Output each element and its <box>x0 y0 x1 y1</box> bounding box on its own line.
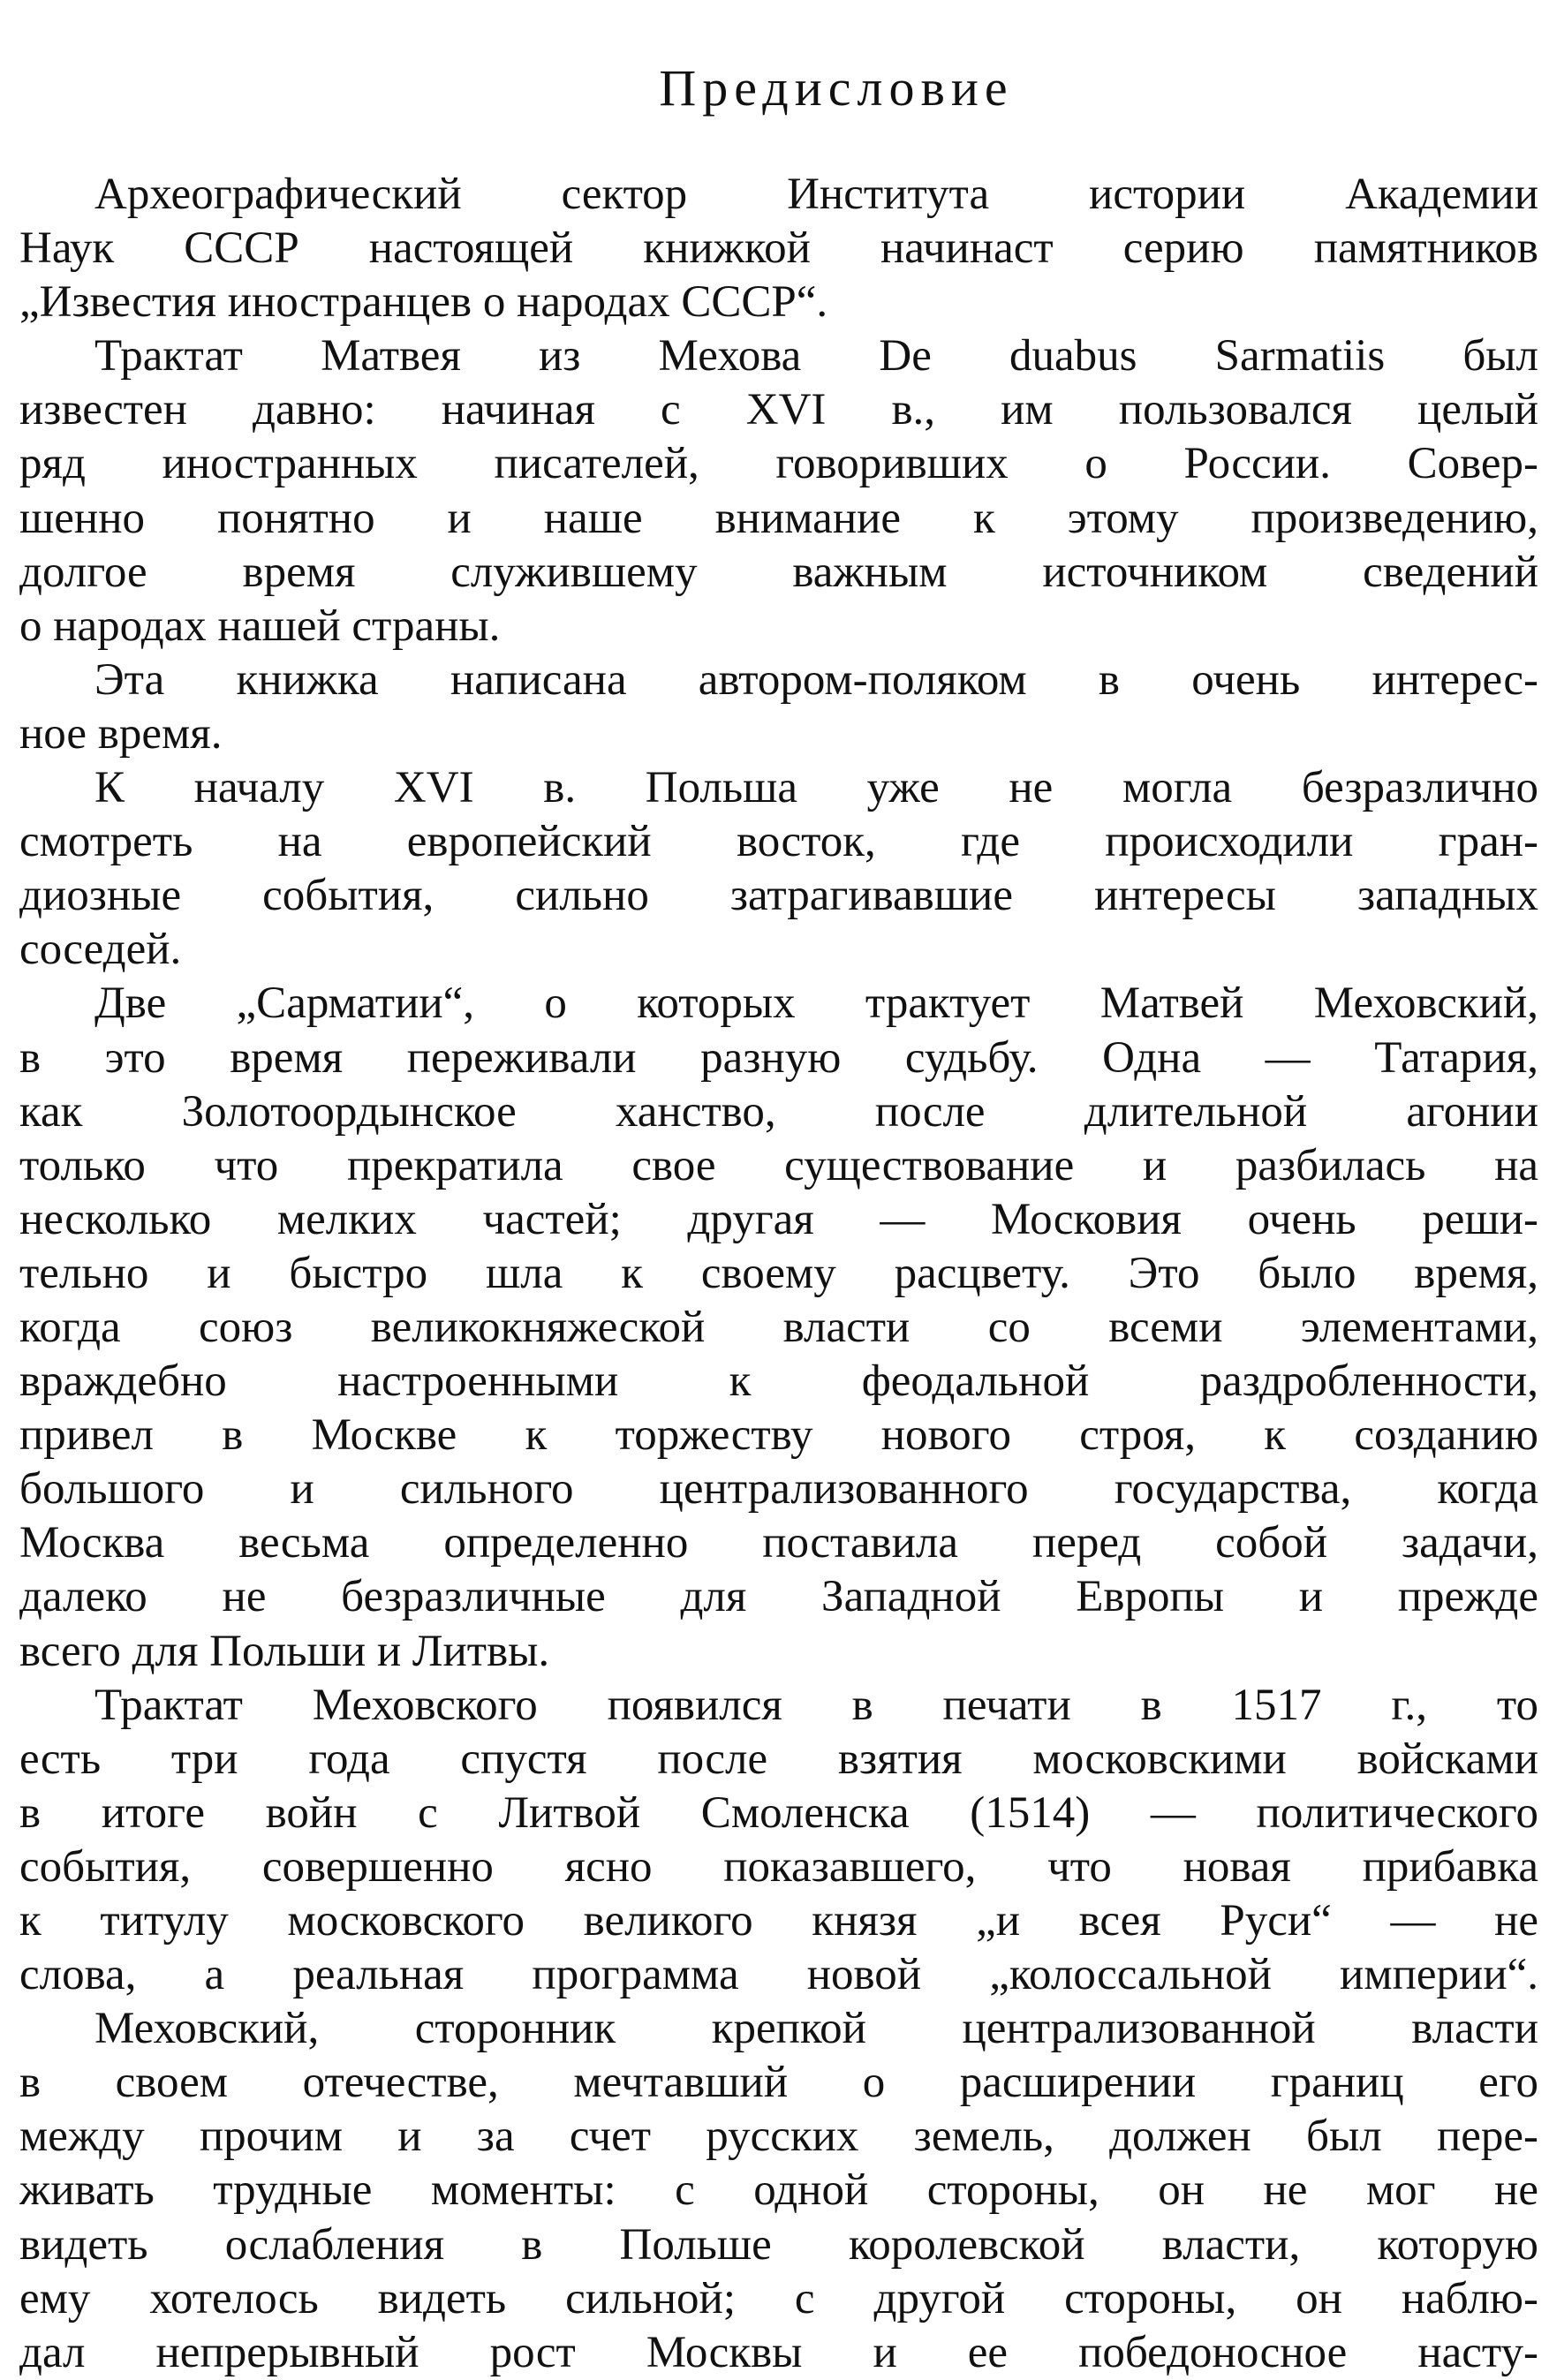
text-line: враждебно настроенными к феодальной раздробленности, <box>19 1356 1538 1407</box>
text-line: шенно понятно и наше внимание к этому произведению, <box>19 493 1538 543</box>
text-line: ное время. <box>19 708 223 759</box>
paragraph-1 <box>19 168 1538 329</box>
text-line: соседей. <box>19 925 182 975</box>
text-line: о народах нашей страны. <box>19 601 501 651</box>
document-page <box>19 53 1538 2380</box>
text-line: Трактат Матвея из Мехова De duabus Sarmatiis был <box>94 331 1538 382</box>
text-line: в итоге войн с Литвой Смоленска (1514) — политического <box>19 1787 1538 1838</box>
text-line: когда союз великокняжеской власти со всеми элементами, <box>19 1302 1538 1352</box>
text-line: есть три года спустя после взятия московскими войсками <box>19 1734 1538 1784</box>
paragraph-6 <box>19 1679 1538 2003</box>
paragraph-5 <box>19 977 1538 1678</box>
text-line: дал непрерывный рост Москвы и ее победоносное насту- <box>19 2327 1538 2377</box>
text-line: только что прекратила свое существование и разбилась на <box>19 1140 1538 1190</box>
paragraph-2 <box>19 329 1538 654</box>
text-line: Археографический сектор Института истории Академии <box>94 170 1538 219</box>
paragraph-3 <box>19 654 1538 761</box>
text-line: Эта книжка написана автором-поляком в очень интерес- <box>94 654 1538 705</box>
text-line: „Известия иностранцев о народах СССР“. <box>19 277 828 328</box>
paragraph-7 <box>19 2002 1538 2380</box>
text-line: далеко не безразличные для Западной Европы и прежде <box>19 1572 1538 1622</box>
text-line: к титулу московского великого князя „и всея Руси“ — не <box>19 1896 1538 1946</box>
text-line: известен давно: начиная с XVI в., им пользовался целый <box>19 385 1538 435</box>
text-line: смотреть на европейский восток, где происходили гран- <box>19 817 1538 867</box>
text-line: как Золотоордынское ханство, после длительной агонии <box>19 1086 1538 1137</box>
text-line: в это время переживали разную судьбу. Одна — Татария, <box>19 1032 1538 1083</box>
text-line: Наук СССР настоящей книжкой начинаст серию памятников <box>19 223 1538 274</box>
text-line: несколько мелких частей; другая — Московия очень реши- <box>19 1194 1538 1244</box>
paragraph-4 <box>19 761 1538 977</box>
text-line: между прочим и за счет русских земель, должен был пере- <box>19 2112 1538 2162</box>
text-line: живать трудные моменты: с одной стороны, он не мог не <box>19 2165 1538 2216</box>
text-line: привел в Москве к торжеству нового строя, к созданию <box>19 1410 1538 1461</box>
text-line: ему хотелось видеть сильной; с другой стороны, он наблю- <box>19 2273 1538 2323</box>
text-line: события, совершенно ясно показавшего, что новая прибавка <box>19 1841 1538 1892</box>
text-line: Две „Сарматии“, о которых трактует Матвей Меховский, <box>94 978 1538 1029</box>
text-line: долгое время служившему важным источником сведений <box>19 547 1538 597</box>
text-line: в своем отечестве, мечтавший о расширении границ его <box>19 2058 1538 2108</box>
text-line: Трактат Меховского появился в печати в 1517 г., то <box>94 1680 1538 1730</box>
text-line: всего для Польши и Литвы. <box>19 1626 550 1676</box>
text-line: Меховский, сторонник крепкой централизованной власти <box>94 2004 1538 2054</box>
text-line: тельно и быстро шла к своему расцвету. Это было время, <box>19 1248 1538 1298</box>
text-line: К началу XVI в. Польша уже не могла безразлично <box>94 763 1538 813</box>
text-line: Москва весьма определенно поставила перед собой задачи, <box>19 1518 1538 1568</box>
text-line: большого и сильного централизованного государства, когда <box>19 1464 1538 1515</box>
text-line: ряд иностранных писателей, говоривших о России. Совер- <box>19 439 1538 489</box>
text-line: видеть ослабления в Польше королевской власти, которую <box>19 2219 1538 2270</box>
page-title: Предисловие <box>659 59 1014 117</box>
text-line: слова, а реальная программа новой „колоссальной империи“. <box>19 1950 1538 2000</box>
text-line: диозные события, сильно затрагивавшие интересы западных <box>19 871 1538 921</box>
